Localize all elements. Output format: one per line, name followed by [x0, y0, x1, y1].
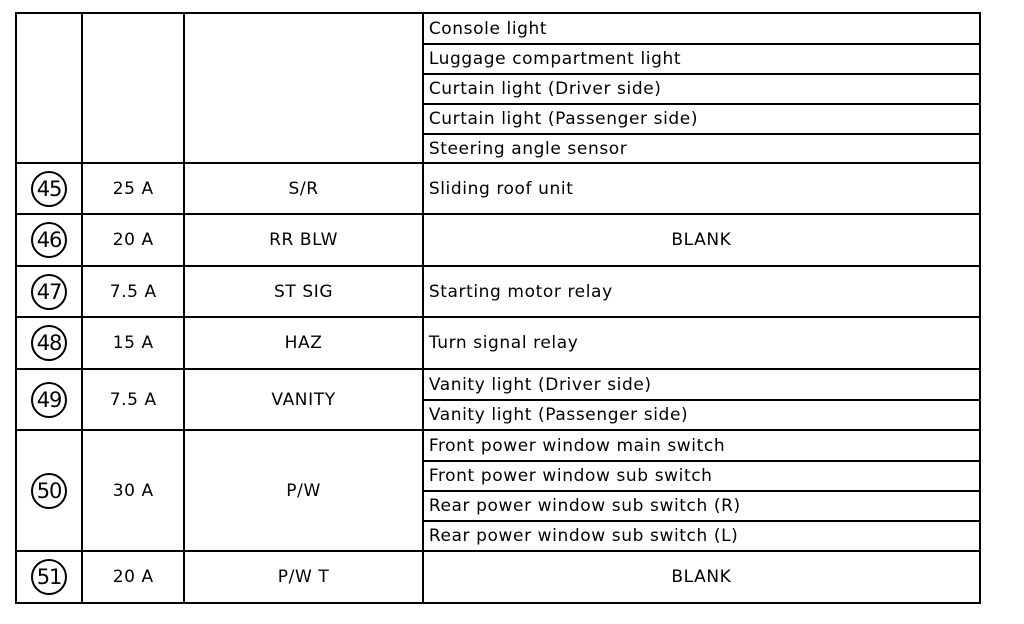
fuse-row [16, 163, 980, 214]
fuse-row [16, 430, 980, 551]
circuit-list [424, 267, 979, 316]
fuse-name: S/R [184, 163, 422, 214]
fuse-amperage: 30 A [82, 430, 184, 551]
fuse-number-cell [16, 13, 82, 163]
fuse-number-cell [16, 369, 82, 430]
circuit-list [424, 552, 979, 602]
fuse-number-cell [16, 551, 82, 603]
circuit-list [424, 318, 979, 368]
fuse-number-circle: 47 [31, 274, 67, 310]
fuse-number-cell [16, 214, 82, 266]
fuse-number-circle: 49 [31, 382, 67, 418]
circuit-list [424, 215, 979, 265]
circuit-blank: BLANK [671, 567, 732, 587]
fuse-row [16, 214, 980, 266]
fuse-name [184, 13, 422, 163]
fuse-number-cell [16, 266, 82, 317]
fuse-amperage: 7.5 A [82, 266, 184, 317]
fuse-number-cell [16, 163, 82, 214]
fuse-circuit-cell [423, 266, 980, 317]
fuse-name: RR BLW [184, 214, 422, 266]
fuse-table-body [16, 13, 980, 603]
circuit-list [424, 370, 979, 429]
fuse-circuit-cell [423, 163, 980, 214]
circuit-item: Luggage compartment light [424, 43, 979, 73]
fuse-circuit-cell [423, 317, 980, 369]
circuit-list [424, 14, 979, 162]
fuse-amperage: 25 A [82, 163, 184, 214]
fuse-name: VANITY [184, 369, 422, 430]
fuse-circuit-cell [423, 369, 980, 430]
fuse-number-cell [16, 430, 82, 551]
circuit-item: Front power window sub switch [424, 460, 979, 490]
circuit-item: Front power window main switch [428, 435, 726, 456]
fuse-circuit-cell [423, 551, 980, 603]
fuse-number-circle: 51 [31, 559, 67, 595]
circuit-list [424, 164, 979, 213]
circuit-item: Turn signal relay [428, 333, 579, 353]
circuit-list [424, 431, 979, 550]
fuse-row [16, 551, 980, 603]
circuit-item: Rear power window sub switch (R) [424, 490, 979, 520]
circuit-item: Starting motor relay [428, 281, 613, 302]
circuit-item: Rear power window sub switch (L) [424, 520, 979, 550]
fuse-amperage: 20 A [82, 551, 184, 603]
fuse-name: P/W [184, 430, 422, 551]
fuse-number-cell [16, 317, 82, 369]
circuit-item: Console light [428, 18, 548, 39]
fuse-number-circle: 46 [31, 222, 67, 258]
fuse-row [16, 266, 980, 317]
fuse-name: HAZ [184, 317, 422, 369]
fuse-name: P/W T [184, 551, 422, 603]
fuse-row [16, 13, 980, 163]
circuit-item: Sliding roof unit [428, 178, 574, 199]
circuit-item: Vanity light (Passenger side) [424, 399, 979, 429]
circuit-blank: BLANK [671, 230, 732, 250]
fuse-circuit-cell [423, 214, 980, 266]
fuse-row [16, 369, 980, 430]
fuse-amperage [82, 13, 184, 163]
fuse-number-circle: 50 [31, 473, 67, 509]
circuit-item: Vanity light (Driver side) [428, 374, 652, 395]
fuse-table [15, 12, 981, 604]
fuse-number-circle: 48 [31, 325, 67, 361]
fuse-circuit-cell [423, 13, 980, 163]
fuse-amperage: 7.5 A [82, 369, 184, 430]
fuse-circuit-cell [423, 430, 980, 551]
fuse-amperage: 15 A [82, 317, 184, 369]
fuse-number-circle: 45 [31, 171, 67, 207]
circuit-item: Steering angle sensor [424, 133, 979, 162]
circuit-item: Curtain light (Driver side) [424, 73, 979, 103]
fuse-amperage: 20 A [82, 214, 184, 266]
fuse-name: ST SIG [184, 266, 422, 317]
fuse-row [16, 317, 980, 369]
circuit-item: Curtain light (Passenger side) [424, 103, 979, 133]
